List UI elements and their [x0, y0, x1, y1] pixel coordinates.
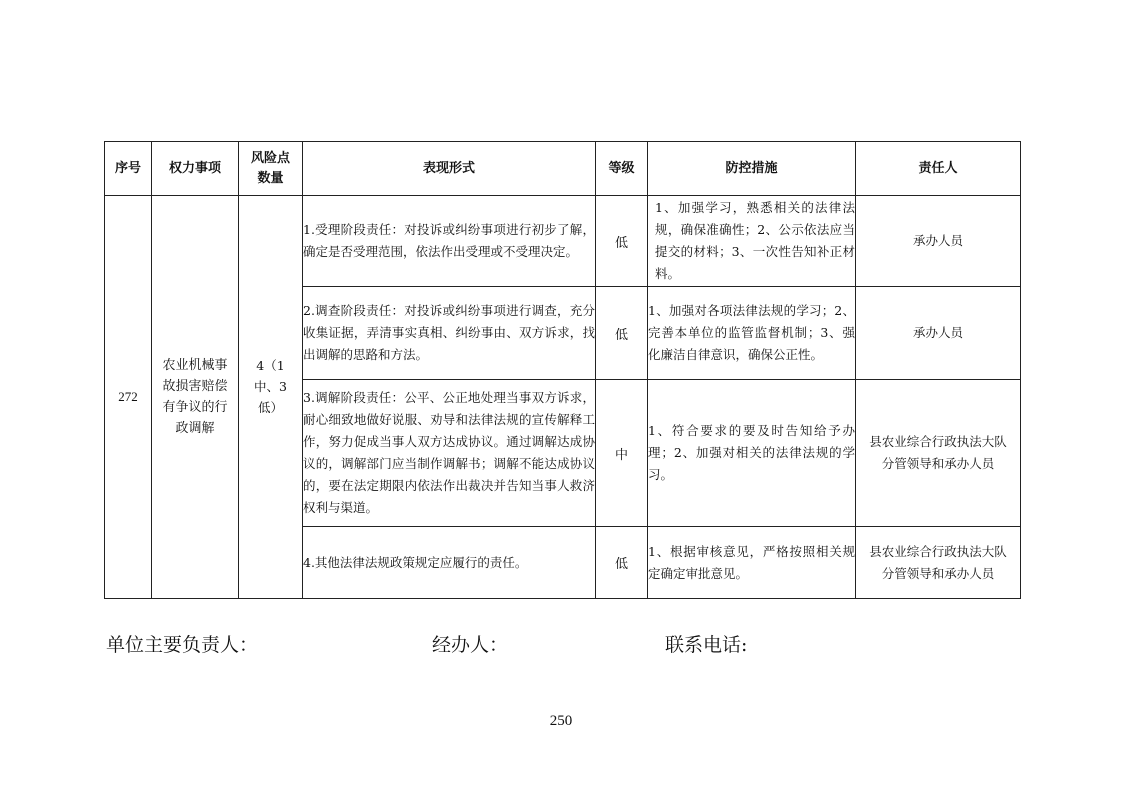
manifestation-1: 1.受理阶段责任：对投诉或纠纷事项进行初步了解，确定是否受理范围，依法作出受理或不受理决定。: [303, 196, 596, 287]
header-risk-count: [239, 142, 303, 196]
record-risk-count-text: 4（1 中、3 低）: [254, 357, 287, 415]
header-responsible: 责任人: [856, 142, 1021, 196]
table-header-row: [105, 142, 1021, 196]
header-no: 序号: [105, 142, 152, 196]
level-1: 低: [596, 196, 648, 287]
measures-1: 1、加强学习，熟悉相关的法律法规，确保准确性；2、公示依法应当提交的材料；3、一次性告知补正材料。: [648, 196, 856, 287]
risk-control-table: [104, 141, 1021, 599]
header-manifestation: 表现形式: [303, 142, 596, 196]
responsible-2: 承办人员: [856, 287, 1021, 380]
header-risk-count-label: 风险点数量: [251, 150, 291, 186]
measures-3: 1、符合要求的要及时告知给予办理；2、加强对相关的法律法规的学习。: [648, 380, 856, 527]
footer-handler: 经办人：: [432, 634, 509, 656]
page-number: 250: [549, 713, 573, 729]
level-3: 中: [596, 380, 648, 527]
record-power-item: [152, 196, 239, 599]
level-4: 低: [596, 527, 648, 599]
responsible-4: 县农业综合行政执法大队分管领导和承办人员: [856, 527, 1021, 599]
responsible-3: 县农业综合行政执法大队分管领导和承办人员: [856, 380, 1021, 527]
manifestation-4: 4.其他法律法规政策规定应履行的责任。: [303, 527, 596, 599]
footer-unit-head: 单位主要负责人：: [106, 634, 259, 656]
manifestation-3: 3.调解阶段责任：公平、公正地处理当事双方诉求，耐心细致地做好说服、劝导和法律法规的宣传解释工作，努力促成当事人双方达成协议。通过调解达成协议的，调解部门应当制作调解书；调解不能达成协议的，要在法定期限内依法作出裁决并告知当事人救济权利与渠道。: [303, 380, 596, 527]
measures-2: 1、加强对各项法律法规的学习；2、完善本单位的监管监督机制；3、强化廉洁自律意识，确保公正性。: [648, 287, 856, 380]
record-risk-count: [239, 196, 303, 599]
measures-4: 1、根据审核意见，严格按照相关规定确定审批意见。: [648, 527, 856, 599]
record-power-item-text: 农业机械事故损害赔偿有争议的行政调解: [162, 358, 228, 436]
footer-phone: 联系电话:: [665, 634, 748, 656]
header-power-item: 权力事项: [152, 142, 239, 196]
header-measures: 防控措施: [648, 142, 856, 196]
table-row: [105, 196, 1021, 287]
record-no: 272: [105, 196, 152, 599]
responsible-1: 承办人员: [856, 196, 1021, 287]
manifestation-2: 2.调查阶段责任：对投诉或纠纷事项进行调查，充分收集证据，弄清事实真相、纠纷事由、双方诉求，找出调解的思路和方法。: [303, 287, 596, 380]
header-level: 等级: [596, 142, 648, 196]
level-2: 低: [596, 287, 648, 380]
